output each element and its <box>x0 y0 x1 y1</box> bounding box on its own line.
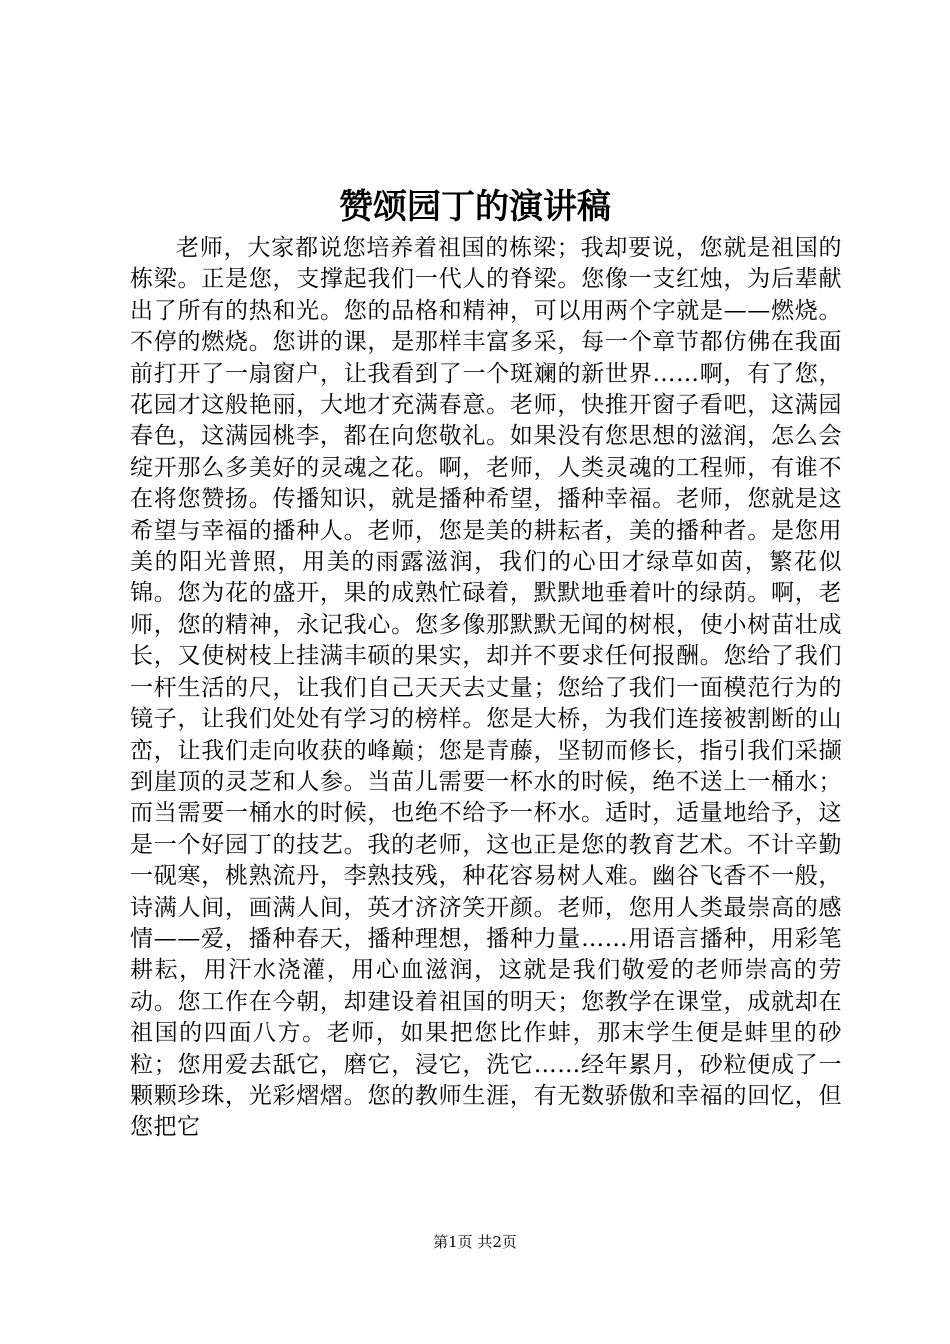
page-indicator: 第1页 共2页 <box>433 1233 517 1251</box>
document-title: 赞颂园丁的演讲稿 <box>339 187 611 227</box>
document-body-paragraph: 老师，大家都说您培养着祖国的栋梁；我却要说，您就是祖国的栋梁。正是您，支撑起我们一代人的脊梁。您像一支红烛，为后辈献出了所有的热和光。您的品格和精神，可以用两个字就是——燃烧。不停的燃烧。您讲的课，是那样丰富多采，每一个章节都仿佛在我面前打开了一扇窗户，让我看到了一个斑斓的新世界……啊，有了您，花园才这般艳丽，大地才充满春意。老师，快推开窗子看吧，这满园春色，这满园桃李，都在向您敬礼。如果没有您思想的滋润，怎么会绽开那么多美好的灵魂之花。啊，老师，人类灵魂的工程师，有谁不在将您赞扬。传播知识，就是播种希望，播种幸福。老师，您就是这希望与幸福的播种人。老师，您是美的耕耘者，美的播种者。是您用美的阳光普照，用美的雨露滋润，我们的心田才绿草如茵，繁花似锦。您为花的盛开，果的成熟忙碌着，默默地垂着叶的绿荫。啊，老师，您的精神，永记我心。您多像那默默无闻的树根，使小树苗壮成长，又使树枝上挂满丰硕的果实，却并不要求任何报酬。您给了我们一杆生活的尺，让我们自己天天去丈量；您给了我们一面模范行为的镜子，让我们处处有学习的榜样。您是大桥，为我们连接被割断的山峦，让我们走向收获的峰巅；您是青藤，坚韧而修长，指引我们采撷到崖顶的灵芝和人参。当苗儿需要一杯水的时候，绝不送上一桶水；而当需要一桶水的时候，也绝不给予一杯水。适时，适量地给予，这是一个好园丁的技艺。我的老师，这也正是您的教育艺术。不计辛勤一砚寒，桃熟流丹，李熟技残，种花容易树人难。幽谷飞香不一般，诗满人间，画满人间，英才济济笑开颜。老师，您用人类最崇高的感情——爱，播种春天，播种理想，播种力量……用语言播种，用彩笔耕耘，用汗水浇灌，用心血滋润，这就是我们敬爱的老师崇高的劳动。您工作在今朝，却建设着祖国的明天；您教学在课堂，成就却在祖国的四面八方。老师，如果把您比作蚌，那末学生便是蚌里的砂粒；您用爱去舐它，磨它，浸它，洗它……经年累月，砂粒便成了一颗颗珍珠，光彩熠熠。您的教师生涯，有无数骄傲和幸福的回忆，但您把它 <box>130 235 842 1141</box>
